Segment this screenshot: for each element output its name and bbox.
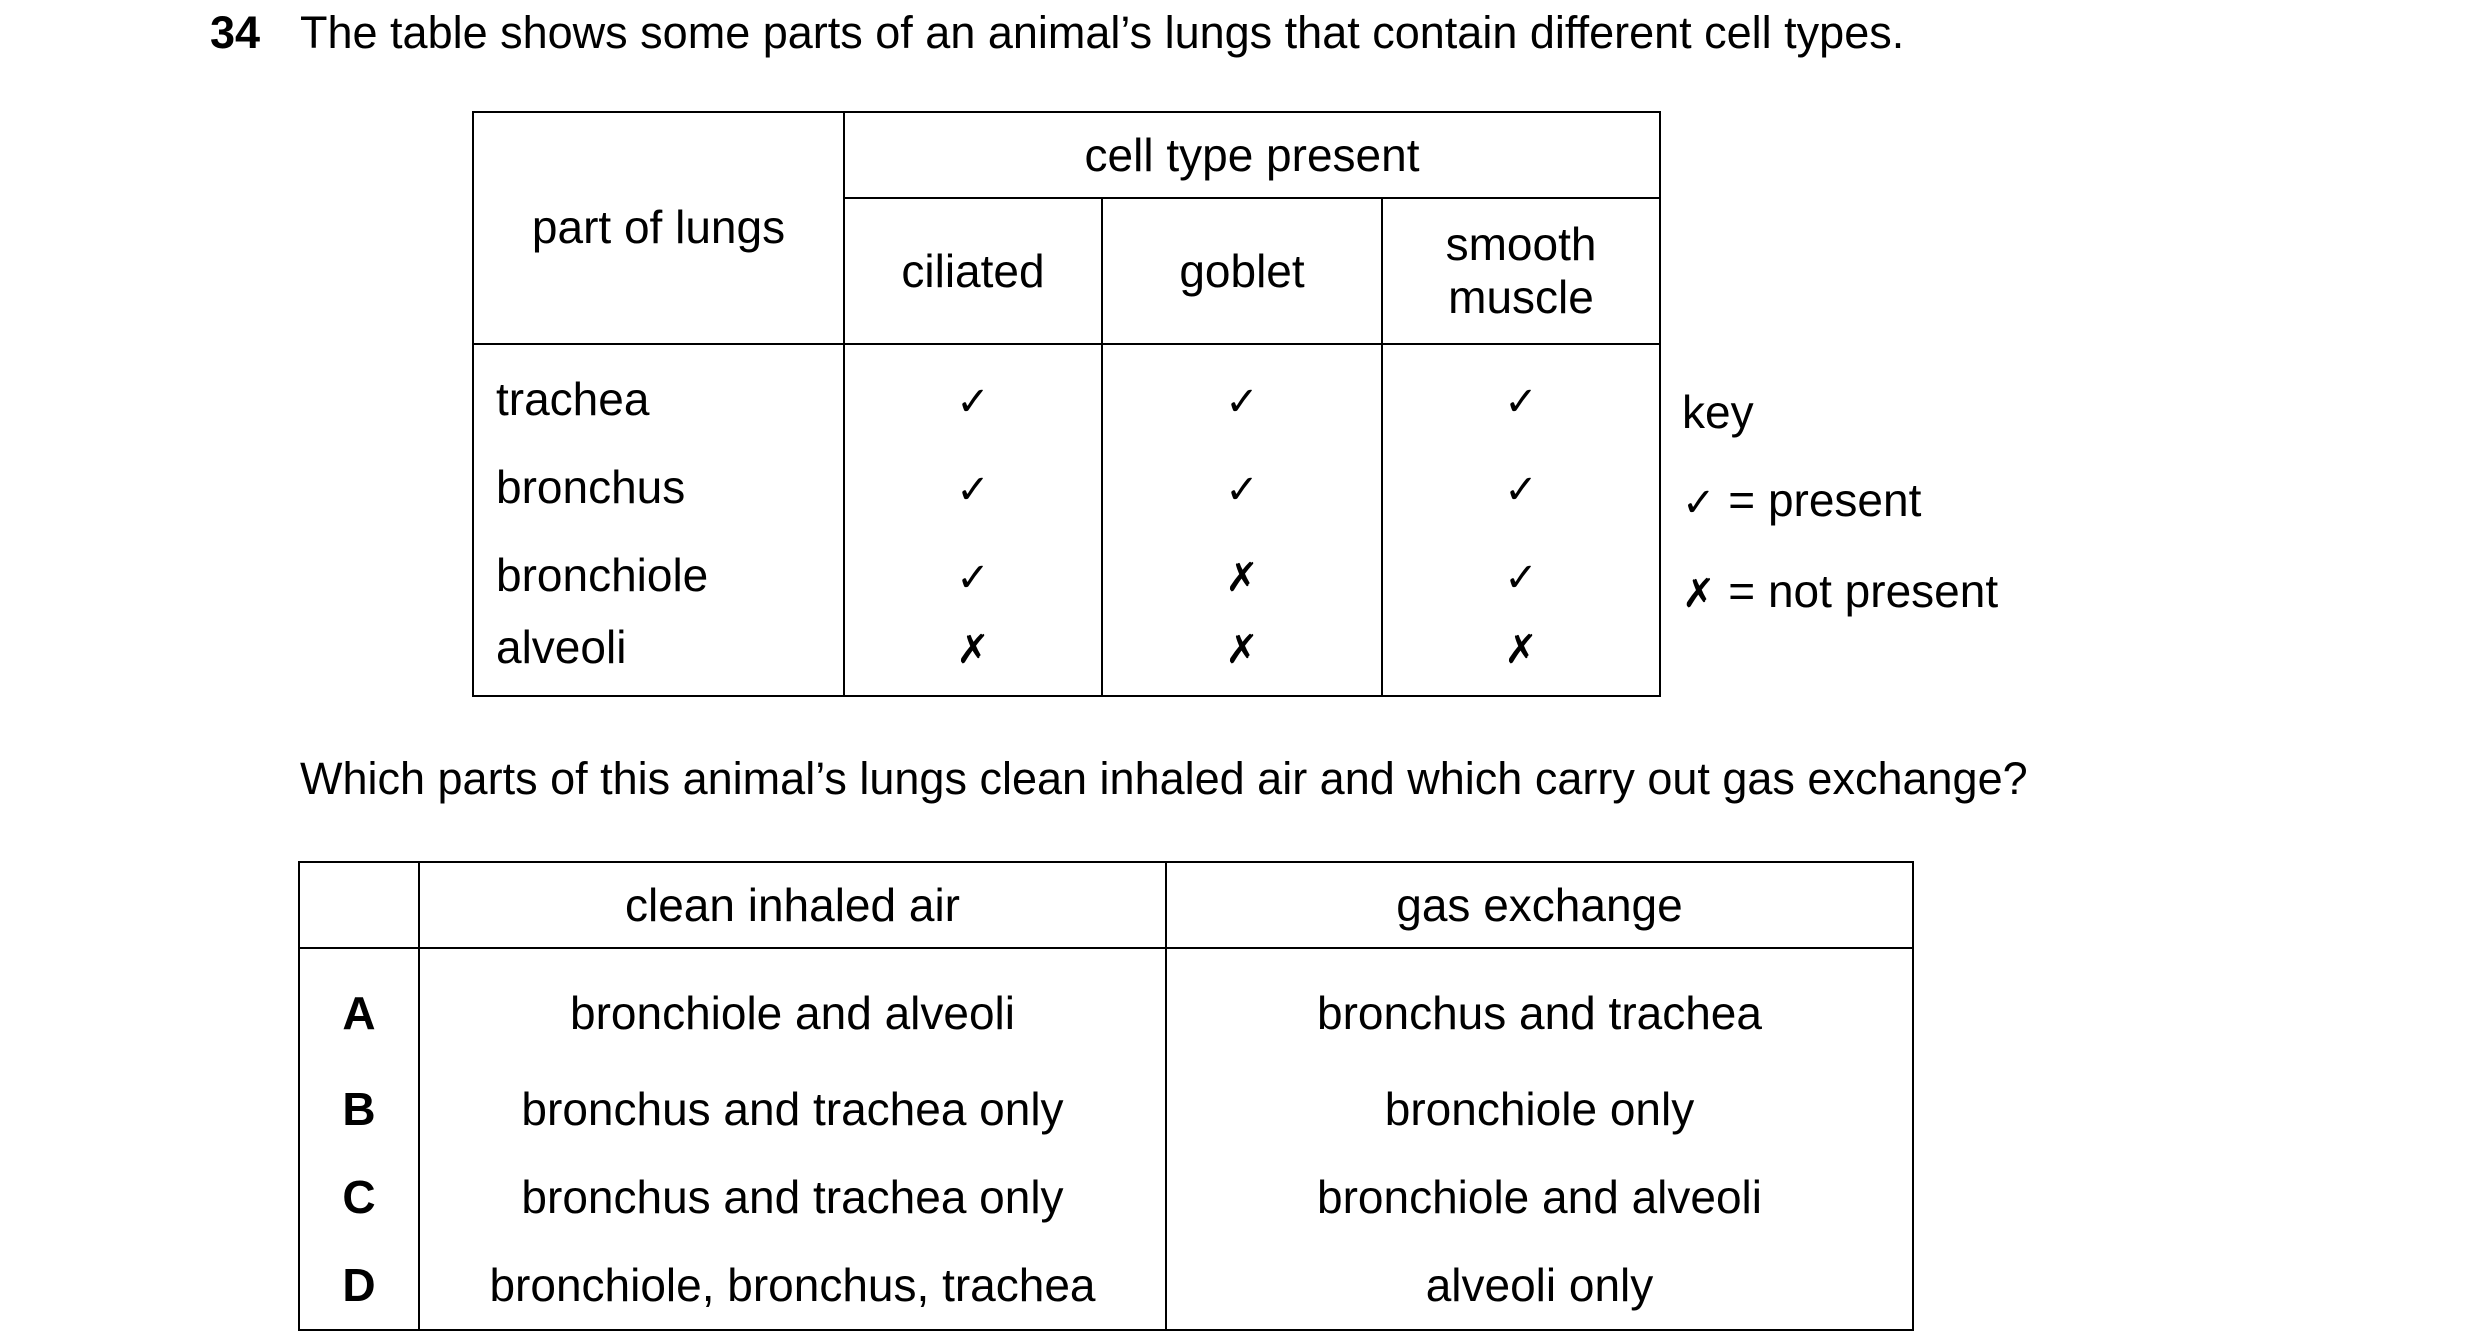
cross-icon: ✗ xyxy=(1682,571,1716,617)
clean-inhaled-air-cell: bronchiole, bronchus, trachea xyxy=(419,1241,1166,1330)
key-present-entry xyxy=(1682,456,1998,547)
question-prompt: Which parts of this animal’s lungs clean inhaled air and which carry out gas exchange? xyxy=(300,753,2028,804)
check-icon: ✓ xyxy=(1225,378,1259,425)
ciliated-mark xyxy=(844,344,1102,443)
ciliated-mark xyxy=(844,619,1102,696)
smooth-muscle-mark xyxy=(1382,443,1660,531)
gas-exchange-cell: bronchus and trachea xyxy=(1166,948,1913,1065)
key-absent-entry xyxy=(1682,547,1998,638)
table-row xyxy=(473,344,1660,443)
option-letter: A xyxy=(299,948,419,1065)
goblet-header: goblet xyxy=(1102,198,1382,344)
check-icon: ✓ xyxy=(956,554,990,601)
option-row-b[interactable] xyxy=(299,1065,1913,1153)
part-of-lungs-header: part of lungs xyxy=(473,112,844,344)
check-icon: ✓ xyxy=(1682,480,1716,526)
part-name: alveoli xyxy=(473,619,844,696)
goblet-mark xyxy=(1102,619,1382,696)
gas-exchange-header: gas exchange xyxy=(1166,862,1913,948)
cross-icon: ✗ xyxy=(1504,627,1538,673)
gas-exchange-cell: alveoli only xyxy=(1166,1241,1913,1330)
question-number: 34 xyxy=(210,7,261,58)
option-row-d[interactable] xyxy=(299,1241,1913,1330)
key-title: key xyxy=(1682,386,1754,438)
key-legend xyxy=(1682,368,1998,638)
smooth-muscle-header-line2: muscle xyxy=(1448,271,1594,323)
clean-inhaled-air-cell: bronchus and trachea only xyxy=(419,1153,1166,1241)
answer-options-table xyxy=(298,861,1914,1331)
letter-header xyxy=(299,862,419,948)
ciliated-mark xyxy=(844,443,1102,531)
goblet-mark xyxy=(1102,443,1382,531)
check-icon: ✓ xyxy=(1504,378,1538,425)
table-row xyxy=(473,531,1660,619)
option-row-a[interactable] xyxy=(299,948,1913,1065)
clean-inhaled-air-cell: bronchiole and alveoli xyxy=(419,948,1166,1065)
check-icon: ✓ xyxy=(956,378,990,425)
part-name: trachea xyxy=(473,344,844,443)
key-absent-text: = not present xyxy=(1728,565,1999,617)
smooth-muscle-header-line1: smooth xyxy=(1445,218,1597,271)
goblet-mark xyxy=(1102,531,1382,619)
key-present-text: = present xyxy=(1728,474,1922,526)
table-row xyxy=(473,443,1660,531)
option-letter: C xyxy=(299,1153,419,1241)
cell-type-table xyxy=(472,111,1661,697)
cell-type-present-header: cell type present xyxy=(844,112,1660,198)
clean-inhaled-air-header: clean inhaled air xyxy=(419,862,1166,948)
cross-icon: ✗ xyxy=(956,627,990,673)
ciliated-mark xyxy=(844,531,1102,619)
goblet-mark xyxy=(1102,344,1382,443)
option-letter: D xyxy=(299,1241,419,1330)
option-row-c[interactable] xyxy=(299,1153,1913,1241)
gas-exchange-cell: bronchiole and alveoli xyxy=(1166,1153,1913,1241)
check-icon: ✓ xyxy=(956,466,990,513)
option-letter: B xyxy=(299,1065,419,1153)
table-row xyxy=(473,619,1660,696)
cross-icon: ✗ xyxy=(1225,554,1259,601)
part-name: bronchus xyxy=(473,443,844,531)
question-stem: The table shows some parts of an animal’s lungs that contain different cell types. xyxy=(300,7,1905,58)
cross-icon: ✗ xyxy=(1225,627,1259,673)
clean-inhaled-air-cell: bronchus and trachea only xyxy=(419,1065,1166,1153)
ciliated-header: ciliated xyxy=(844,198,1102,344)
check-icon: ✓ xyxy=(1504,466,1538,513)
smooth-muscle-mark xyxy=(1382,531,1660,619)
check-icon: ✓ xyxy=(1504,554,1538,601)
smooth-muscle-header xyxy=(1382,198,1660,344)
smooth-muscle-mark xyxy=(1382,344,1660,443)
part-name: bronchiole xyxy=(473,531,844,619)
check-icon: ✓ xyxy=(1225,466,1259,513)
smooth-muscle-mark xyxy=(1382,619,1660,696)
gas-exchange-cell: bronchiole only xyxy=(1166,1065,1913,1153)
